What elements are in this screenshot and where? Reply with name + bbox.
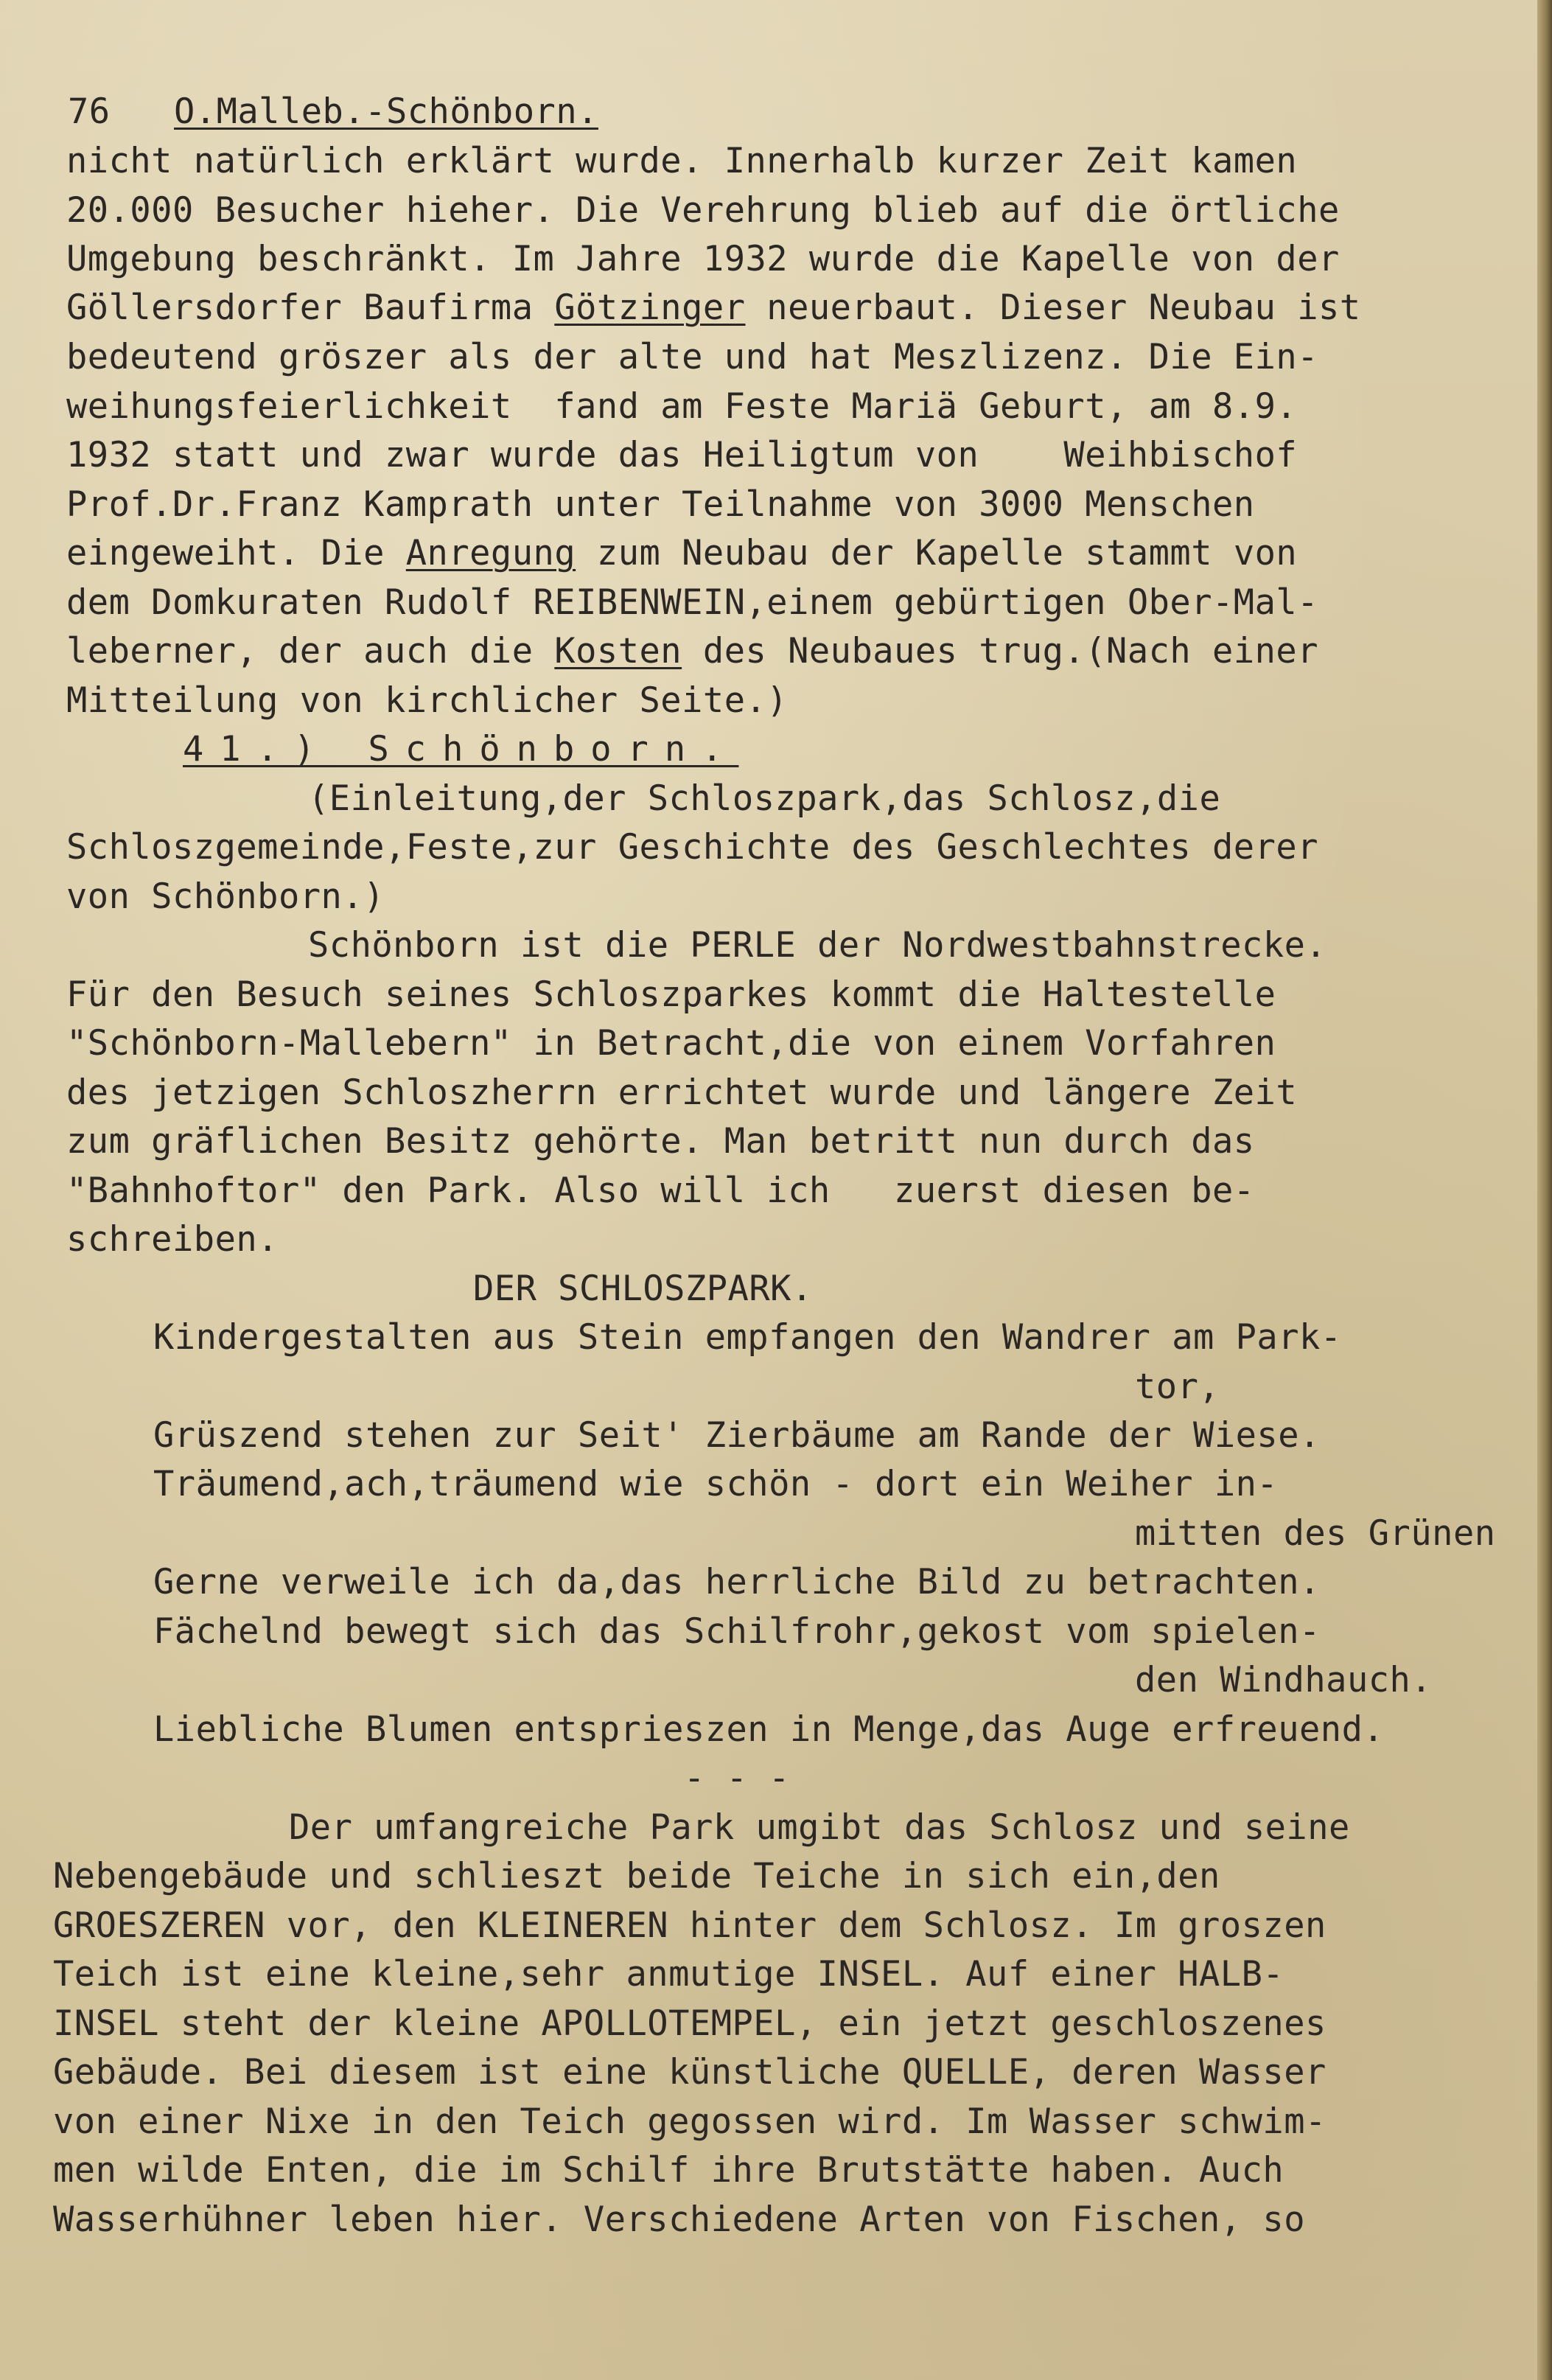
poem-line-3: Träumend,ach,träumend wie schön - dort ein Weiher in- <box>153 1464 1279 1504</box>
poem-end-dashes: - - - <box>684 1758 790 1798</box>
text-line-6: weihungsfeierlichkeit fand am Feste Mariä Geburt, am 8.9. <box>66 386 1298 427</box>
underlined-word-kosten: Kosten <box>554 631 682 671</box>
text-line-37: GROESZEREN vor, den KLEINEREN hinter dem Schlosz. Im groszen <box>53 1905 1326 1946</box>
page-number: 76 <box>68 91 111 132</box>
text-line-43: Wasserhühner leben hier. Verschiedene Arten von Fischen, so <box>53 2199 1305 2240</box>
running-title: O.Malleb.-Schönborn. <box>173 91 598 132</box>
poem-line-1: Kindergestalten aus Stein empfangen den Wandrer am Park- <box>153 1317 1342 1358</box>
text-line-42: men wilde Enten, die im Schilf ihre Brutstätte haben. Auch <box>53 2150 1284 2191</box>
text-segment: Göllersdorfer Baufirma <box>66 287 555 328</box>
text-line-41: von einer Nixe in den Teich gegossen wird. Im Wasser schwim- <box>53 2101 1326 2142</box>
text-line-36: Nebengebäude und schlieszt beide Teiche in sich ein,den <box>53 1856 1220 1896</box>
book-spine-shadow <box>1537 0 1552 2380</box>
text-line-5: bedeutend gröszer als der alte und hat Meszlizenz. Die Ein- <box>66 337 1318 377</box>
poem-line-6: Liebliche Blumen entsprieszen in Menge,das Auge erfreuend. <box>153 1709 1385 1750</box>
poem-line-5: Fächelnd bewegt sich das Schilfrohr,gekost vom spielen- <box>153 1611 1321 1652</box>
text-line-11 <box>66 632 1318 671</box>
poem-line-2: Grüszend stehen zur Seit' Zierbäume am Rande der Wiese. <box>153 1415 1321 1456</box>
text-line-3: Umgebung beschränkt. Im Jahre 1932 wurde die Kapelle von der <box>66 239 1340 279</box>
text-line-39: INSEL steht der kleine APOLLOTEMPEL, ein jetzt geschloszenes <box>53 2003 1326 2044</box>
poem-line-5-cont: den Windhauch. <box>1135 1660 1433 1700</box>
text-line-22: "Bahnhoftor" den Park. Also will ich zuerst diesen be- <box>66 1170 1255 1211</box>
text-line-21: zum gräflichen Besitz gehörte. Man betritt nun durch das <box>66 1121 1255 1162</box>
text-segment: des Neubaues trug.(Nach einer <box>682 631 1319 671</box>
text-line-7: 1932 statt und zwar wurde das Heiligtum von Weihbischof <box>66 435 1298 475</box>
poem-line-1-cont: tor, <box>1135 1367 1220 1407</box>
text-line-1: nicht natürlich erklärt wurde. Innerhalb kurzer Zeit kamen <box>66 141 1298 181</box>
poem-line-4: Gerne verweile ich da,das herrliche Bild zu betrachten. <box>153 1562 1321 1602</box>
text-line-16: von Schönborn.) <box>66 876 385 917</box>
text-line-23: schreiben. <box>66 1219 279 1260</box>
text-line-15: Schloszgemeinde,Feste,zur Geschichte des Geschlechtes derer <box>66 827 1318 868</box>
text-line-12: Mitteilung von kirchlicher Seite.) <box>66 680 789 721</box>
text-line-18: Für den Besuch seines Schloszparkes kommt die Haltestelle <box>66 974 1276 1015</box>
text-line-14: (Einleitung,der Schloszpark,das Schlosz,die <box>308 778 1221 819</box>
text-line-9 <box>66 534 1297 573</box>
text-line-20: des jetzigen Schloszherrn errichtet wurde und längere Zeit <box>66 1072 1298 1113</box>
section-heading-schoenborn: 41.) Schönborn. <box>183 729 739 770</box>
text-line-10: dem Domkuraten Rudolf REIBENWEIN,einem gebürtigen Ober-Mal- <box>66 582 1318 623</box>
poem-title: DER SCHLOSZPARK. <box>473 1268 813 1309</box>
text-line-4 <box>66 289 1361 327</box>
underlined-name-goetzinger: Götzinger <box>554 287 746 328</box>
underlined-word-anregung: Anregung <box>405 533 576 573</box>
text-segment: neuerbaut. Dieser Neubau ist <box>745 287 1361 328</box>
text-line-17: Schönborn ist die PERLE der Nordwestbahnstrecke. <box>308 925 1327 966</box>
text-line-40: Gebäude. Bei diesem ist eine künstliche QUELLE, deren Wasser <box>53 2052 1326 2093</box>
poem-line-3-cont: mitten des Grünen <box>1135 1513 1496 1554</box>
text-segment: zum Neubau der Kapelle stammt von <box>576 533 1298 573</box>
text-line-19: "Schönborn-Mallebern" in Betracht,die von einem Vorfahren <box>66 1023 1276 1064</box>
text-line-8: Prof.Dr.Franz Kamprath unter Teilnahme von 3000 Menschen <box>66 484 1255 525</box>
text-segment: eingeweiht. Die <box>66 533 406 573</box>
text-line-38: Teich ist eine kleine,sehr anmutige INSEL. Auf einer HALB- <box>53 1954 1284 1995</box>
text-line-35: Der umfangreiche Park umgibt das Schlosz und seine <box>289 1807 1350 1848</box>
page-header <box>68 93 598 131</box>
text-segment: leberner, der auch die <box>66 631 555 671</box>
text-line-2: 20.000 Besucher hieher. Die Verehrung blieb auf die örtliche <box>66 190 1340 231</box>
